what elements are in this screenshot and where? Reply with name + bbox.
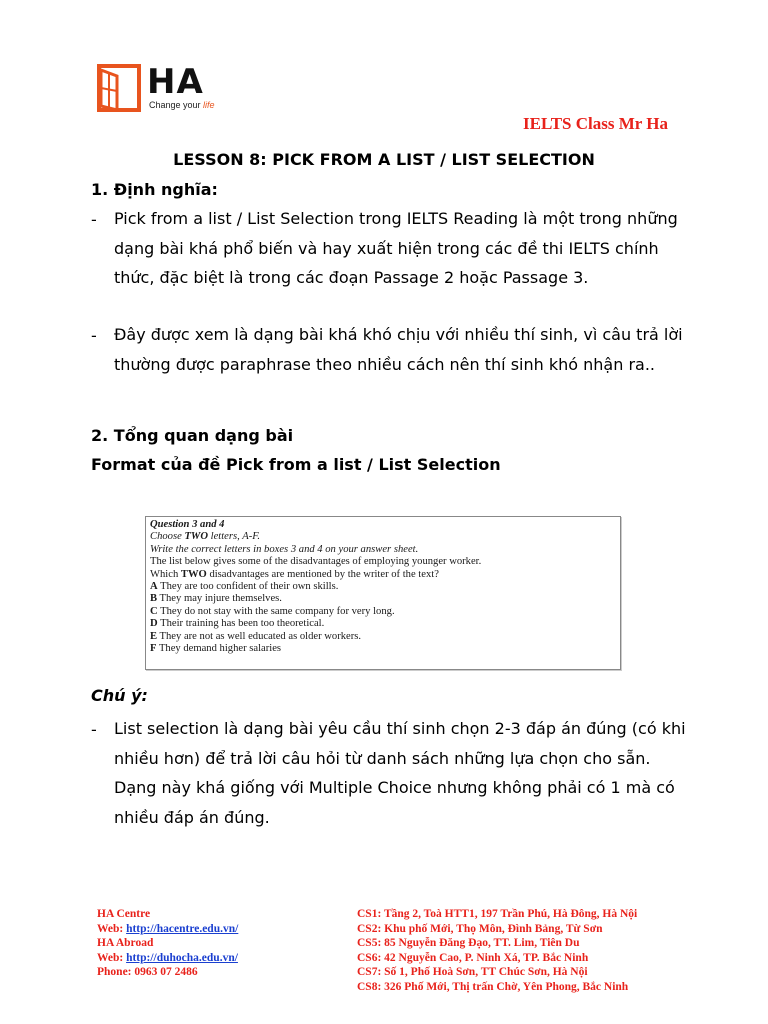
address-line: CS7: Số 1, Phố Hoà Sơn, TT Chúc Sơn, Hà Nội (357, 966, 588, 979)
footer-phone: Phone: 0963 07 2486 (97, 966, 198, 979)
question-sample-box (145, 516, 621, 670)
option-e: E They are not as well educated as older workers. (150, 630, 362, 642)
address-line: CS5: 85 Nguyễn Đăng Đạo, TT. Lim, Tiên Du (357, 937, 580, 950)
question-title: Question 3 and 4 (150, 519, 225, 530)
footer-web-1: Web: http://hacentre.edu.vn/ (97, 922, 239, 935)
section1-heading: 1. Định nghĩa: (91, 180, 218, 199)
definition-bullet-1: Pick from a list / List Selection trong IELTS Reading là một trong những dạng bài khá phổ biến và hay xuất hiện trong các đề thi IELTS chính thức, đặc biệt là trong các đoạn Passage 2 hoặc Passage 3. (114, 209, 678, 287)
footer-centre-name: HA Centre (97, 908, 151, 920)
footer-addresses (357, 907, 637, 995)
bullet-dash: - (91, 720, 97, 739)
question-ask: Which TWO disadvantages are mentioned by the writer of the text? (150, 568, 439, 580)
duhocha-link[interactable]: http://duhocha.edu.vn/ (126, 951, 238, 964)
class-name: IELTS Class Mr Ha (522, 114, 668, 133)
format-heading: Format của đề Pick from a list / List Selection (91, 455, 501, 474)
option-c: C They do not stay with the same company for very long. (150, 605, 395, 617)
option-b: B They may injure themselves. (150, 593, 282, 605)
note-heading: Chú ý: (91, 686, 148, 705)
address-line: CS1: Tầng 2, Toà HTT1, 197 Trần Phú, Hà Đông, Hà Nội (357, 908, 638, 920)
window-door-icon (97, 64, 143, 112)
ha-logo (97, 64, 227, 112)
footer-web-2: Web: http://duhocha.edu.vn/ (97, 951, 238, 964)
bullet-dash: - (91, 210, 97, 229)
logo-text: HA (147, 62, 204, 102)
question-instruction: Choose TWO letters, A-F. (150, 531, 260, 543)
address-line: CS6: 42 Nguyễn Cao, P. Ninh Xá, TP. Bắc Ninh (357, 951, 589, 964)
definition-bullet-2: Đây được xem là dạng bài khá khó chịu với nhiều thí sinh, vì câu trả lời thường được paraphrase theo nhiều cách nên thí sinh khó nhận ra.. (114, 325, 683, 374)
bullet-dash: - (91, 326, 97, 345)
footer-contact (97, 907, 238, 980)
option-d: D Their training has been too theoretical. (150, 618, 325, 630)
section2-heading: 2. Tổng quan dạng bài (91, 426, 294, 445)
option-a: A They are too confident of their own skills. (150, 581, 339, 593)
address-line: CS2: Khu phố Mới, Thọ Môn, Đình Bảng, Từ Sơn (357, 922, 603, 935)
option-f: F They demand higher salaries (150, 643, 282, 655)
logo-tagline: Change your life (149, 100, 215, 110)
note-bullet-1: List selection là dạng bài yêu cầu thí sinh chọn 2-3 đáp án đúng (có khi nhiều hơn) để trả lời câu hỏi từ danh sách những lựa chọn cho sẵn. Dạng này khá giống với Multiple Choice nhưng không phải có 1 mà có nhiều đáp án đúng. (114, 719, 686, 827)
question-write-line: Write the correct letters in boxes 3 and 4 on your answer sheet. (150, 543, 419, 555)
hacentre-link[interactable]: http://hacentre.edu.vn/ (126, 922, 239, 935)
lesson-title: LESSON 8: PICK FROM A LIST / LIST SELECTION (173, 150, 595, 169)
question-intro: The list below gives some of the disadvantages of employing younger worker. (150, 556, 482, 568)
footer-abroad-name: HA Abroad (97, 937, 154, 950)
address-line: CS8: 326 Phố Mới, Thị trấn Chờ, Yên Phong, Bắc Ninh (357, 980, 629, 993)
